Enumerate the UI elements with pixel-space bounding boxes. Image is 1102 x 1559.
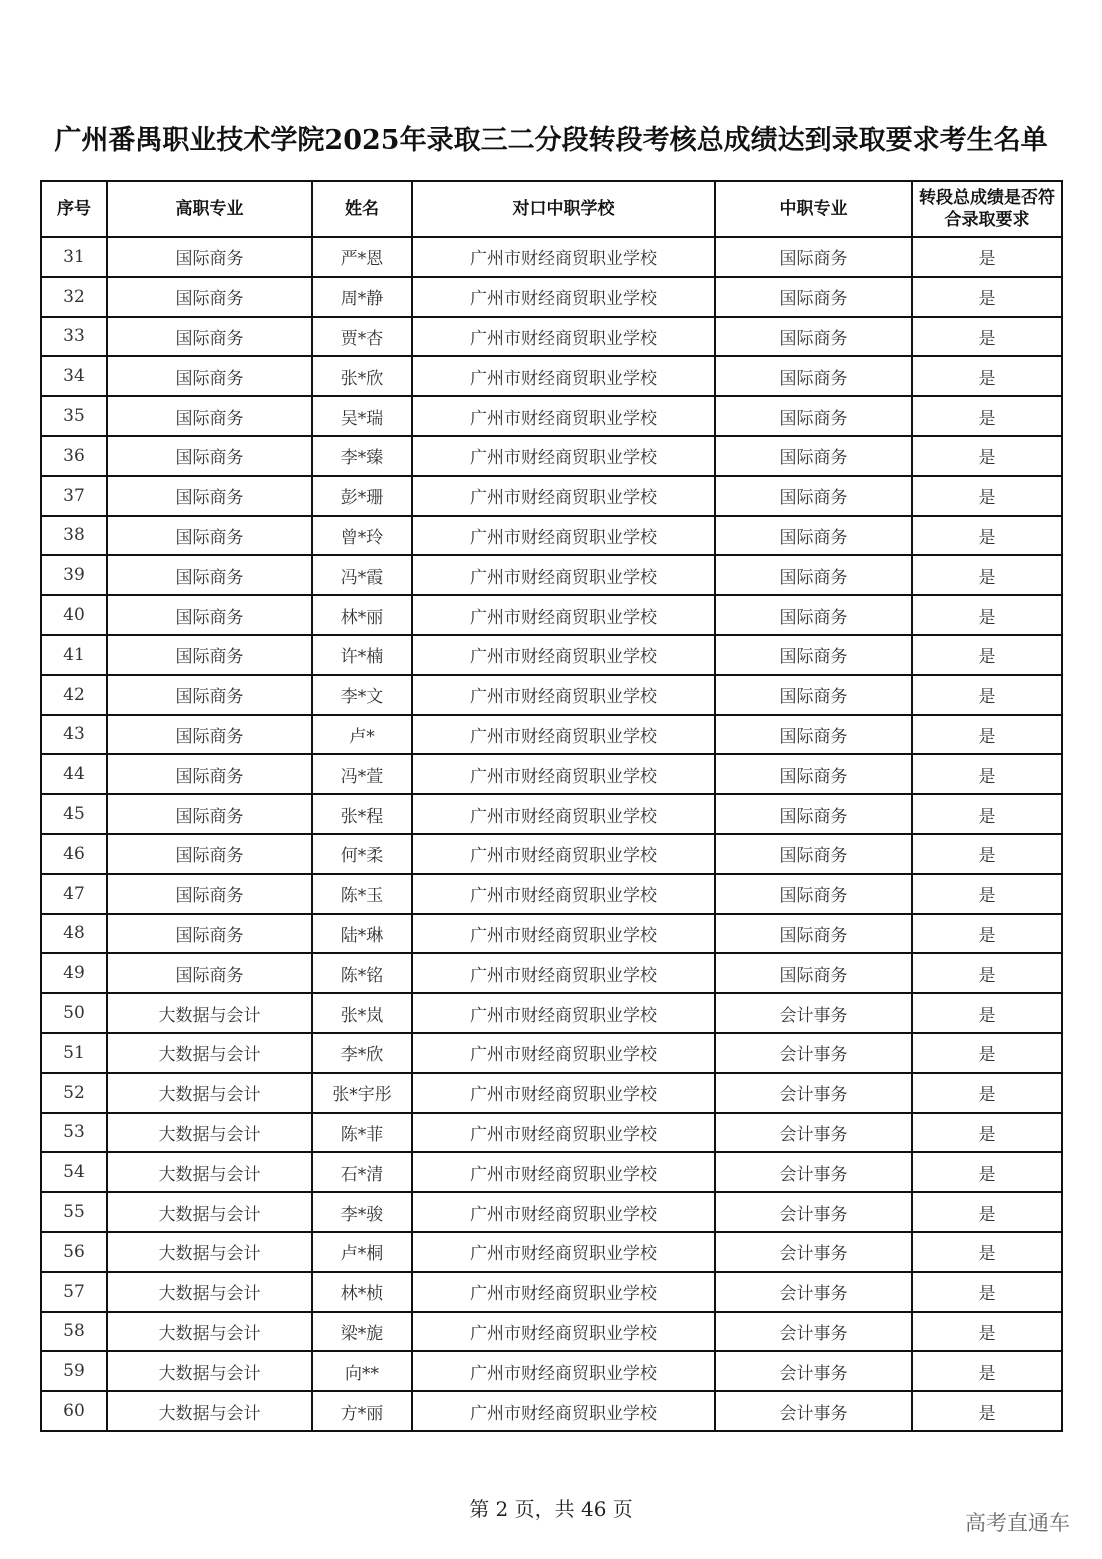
col-name-cell: 张*程 bbox=[312, 794, 412, 834]
col-secondary-school-cell: 广州市财经商贸职业学校 bbox=[412, 794, 715, 834]
col-index-cell: 55 bbox=[41, 1192, 107, 1232]
table-row bbox=[41, 1073, 1062, 1113]
col-index-cell: 51 bbox=[41, 1033, 107, 1073]
col-qualified-cell: 是 bbox=[912, 1073, 1062, 1113]
col-secondary-major-cell: 会计事务 bbox=[715, 1073, 912, 1113]
table-row bbox=[41, 1033, 1062, 1073]
col-qualified-cell: 是 bbox=[912, 1272, 1062, 1312]
col-college-major-cell: 国际商务 bbox=[107, 953, 312, 993]
col-qualified-cell: 是 bbox=[912, 794, 1062, 834]
col-secondary-school-cell: 广州市财经商贸职业学校 bbox=[412, 1192, 715, 1232]
header-col-qualified: 转段总成绩是否符合录取要求 bbox=[912, 181, 1062, 237]
col-secondary-school-cell: 广州市财经商贸职业学校 bbox=[412, 874, 715, 914]
col-name-cell: 卢* bbox=[312, 715, 412, 755]
col-qualified-cell: 是 bbox=[912, 1391, 1062, 1431]
col-college-major-cell: 国际商务 bbox=[107, 396, 312, 436]
col-secondary-school-cell: 广州市财经商贸职业学校 bbox=[412, 317, 715, 357]
col-qualified-cell: 是 bbox=[912, 237, 1062, 277]
col-secondary-major-cell: 会计事务 bbox=[715, 1192, 912, 1232]
col-secondary-major-cell: 国际商务 bbox=[715, 436, 912, 476]
col-qualified-cell: 是 bbox=[912, 595, 1062, 635]
col-qualified-cell: 是 bbox=[912, 914, 1062, 954]
col-college-major-cell: 国际商务 bbox=[107, 635, 312, 675]
col-name-cell: 冯*霞 bbox=[312, 555, 412, 595]
col-name-cell: 张*岚 bbox=[312, 993, 412, 1033]
col-name-cell: 何*柔 bbox=[312, 834, 412, 874]
col-college-major-cell: 大数据与会计 bbox=[107, 1152, 312, 1192]
col-college-major-cell: 大数据与会计 bbox=[107, 1073, 312, 1113]
col-college-major-cell: 国际商务 bbox=[107, 277, 312, 317]
col-qualified-cell: 是 bbox=[912, 1351, 1062, 1391]
table-row bbox=[41, 555, 1062, 595]
col-secondary-school-cell: 广州市财经商贸职业学校 bbox=[412, 635, 715, 675]
col-secondary-major-cell: 会计事务 bbox=[715, 1272, 912, 1312]
col-secondary-major-cell: 国际商务 bbox=[715, 396, 912, 436]
col-qualified-cell: 是 bbox=[912, 277, 1062, 317]
col-name-cell: 方*丽 bbox=[312, 1391, 412, 1431]
col-college-major-cell: 大数据与会计 bbox=[107, 1391, 312, 1431]
col-secondary-major-cell: 国际商务 bbox=[715, 277, 912, 317]
col-secondary-school-cell: 广州市财经商贸职业学校 bbox=[412, 1073, 715, 1113]
col-college-major-cell: 国际商务 bbox=[107, 436, 312, 476]
col-index-cell: 31 bbox=[41, 237, 107, 277]
col-name-cell: 陈*玉 bbox=[312, 874, 412, 914]
col-index-cell: 45 bbox=[41, 794, 107, 834]
col-secondary-major-cell: 会计事务 bbox=[715, 993, 912, 1033]
col-secondary-school-cell: 广州市财经商贸职业学校 bbox=[412, 396, 715, 436]
table-row bbox=[41, 635, 1062, 675]
table-row bbox=[41, 317, 1062, 357]
table-row bbox=[41, 993, 1062, 1033]
table-row bbox=[41, 874, 1062, 914]
col-college-major-cell: 大数据与会计 bbox=[107, 1232, 312, 1272]
table-row bbox=[41, 1232, 1062, 1272]
table-row bbox=[41, 953, 1062, 993]
table-row bbox=[41, 675, 1062, 715]
col-name-cell: 冯*萱 bbox=[312, 754, 412, 794]
col-qualified-cell: 是 bbox=[912, 1113, 1062, 1153]
col-name-cell: 林*桢 bbox=[312, 1272, 412, 1312]
col-secondary-school-cell: 广州市财经商贸职业学校 bbox=[412, 1113, 715, 1153]
header-col-secondary-major: 中职专业 bbox=[715, 181, 912, 237]
col-college-major-cell: 大数据与会计 bbox=[107, 1113, 312, 1153]
col-index-cell: 52 bbox=[41, 1073, 107, 1113]
col-name-cell: 卢*桐 bbox=[312, 1232, 412, 1272]
col-secondary-major-cell: 国际商务 bbox=[715, 874, 912, 914]
table-row bbox=[41, 1113, 1062, 1153]
table-row bbox=[41, 1192, 1062, 1232]
col-secondary-school-cell: 广州市财经商贸职业学校 bbox=[412, 277, 715, 317]
col-index-cell: 35 bbox=[41, 396, 107, 436]
table-row bbox=[41, 237, 1062, 277]
table-row bbox=[41, 914, 1062, 954]
col-secondary-major-cell: 会计事务 bbox=[715, 1232, 912, 1272]
col-index-cell: 56 bbox=[41, 1232, 107, 1272]
col-secondary-school-cell: 广州市财经商贸职业学校 bbox=[412, 1152, 715, 1192]
col-college-major-cell: 大数据与会计 bbox=[107, 1312, 312, 1352]
col-secondary-major-cell: 会计事务 bbox=[715, 1351, 912, 1391]
col-college-major-cell: 国际商务 bbox=[107, 754, 312, 794]
watermark: 高考直通车 bbox=[965, 1511, 1070, 1535]
col-name-cell: 严*恩 bbox=[312, 237, 412, 277]
table-row bbox=[41, 595, 1062, 635]
table-body bbox=[41, 237, 1062, 1431]
col-index-cell: 53 bbox=[41, 1113, 107, 1153]
col-qualified-cell: 是 bbox=[912, 356, 1062, 396]
col-qualified-cell: 是 bbox=[912, 516, 1062, 556]
col-secondary-school-cell: 广州市财经商贸职业学校 bbox=[412, 1232, 715, 1272]
col-college-major-cell: 大数据与会计 bbox=[107, 1033, 312, 1073]
col-secondary-school-cell: 广州市财经商贸职业学校 bbox=[412, 476, 715, 516]
col-index-cell: 40 bbox=[41, 595, 107, 635]
col-secondary-school-cell: 广州市财经商贸职业学校 bbox=[412, 914, 715, 954]
col-index-cell: 54 bbox=[41, 1152, 107, 1192]
col-name-cell: 李*骏 bbox=[312, 1192, 412, 1232]
col-index-cell: 37 bbox=[41, 476, 107, 516]
col-qualified-cell: 是 bbox=[912, 993, 1062, 1033]
col-secondary-major-cell: 会计事务 bbox=[715, 1033, 912, 1073]
col-index-cell: 33 bbox=[41, 317, 107, 357]
col-index-cell: 60 bbox=[41, 1391, 107, 1431]
col-index-cell: 32 bbox=[41, 277, 107, 317]
col-index-cell: 34 bbox=[41, 356, 107, 396]
col-secondary-school-cell: 广州市财经商贸职业学校 bbox=[412, 1391, 715, 1431]
col-secondary-major-cell: 国际商务 bbox=[715, 715, 912, 755]
col-name-cell: 李*臻 bbox=[312, 436, 412, 476]
col-qualified-cell: 是 bbox=[912, 635, 1062, 675]
col-name-cell: 陈*菲 bbox=[312, 1113, 412, 1153]
col-secondary-major-cell: 会计事务 bbox=[715, 1312, 912, 1352]
col-secondary-major-cell: 国际商务 bbox=[715, 317, 912, 357]
col-college-major-cell: 国际商务 bbox=[107, 914, 312, 954]
col-qualified-cell: 是 bbox=[912, 1312, 1062, 1352]
col-secondary-school-cell: 广州市财经商贸职业学校 bbox=[412, 993, 715, 1033]
col-college-major-cell: 国际商务 bbox=[107, 595, 312, 635]
col-name-cell: 李*欣 bbox=[312, 1033, 412, 1073]
col-secondary-major-cell: 国际商务 bbox=[715, 555, 912, 595]
col-qualified-cell: 是 bbox=[912, 436, 1062, 476]
col-qualified-cell: 是 bbox=[912, 715, 1062, 755]
col-qualified-cell: 是 bbox=[912, 953, 1062, 993]
col-secondary-major-cell: 国际商务 bbox=[715, 914, 912, 954]
col-secondary-school-cell: 广州市财经商贸职业学校 bbox=[412, 834, 715, 874]
col-qualified-cell: 是 bbox=[912, 1152, 1062, 1192]
table-row bbox=[41, 356, 1062, 396]
col-secondary-school-cell: 广州市财经商贸职业学校 bbox=[412, 436, 715, 476]
col-college-major-cell: 国际商务 bbox=[107, 516, 312, 556]
col-qualified-cell: 是 bbox=[912, 555, 1062, 595]
col-name-cell: 李*文 bbox=[312, 675, 412, 715]
col-index-cell: 44 bbox=[41, 754, 107, 794]
col-index-cell: 42 bbox=[41, 675, 107, 715]
col-index-cell: 36 bbox=[41, 436, 107, 476]
col-secondary-major-cell: 国际商务 bbox=[715, 834, 912, 874]
col-qualified-cell: 是 bbox=[912, 476, 1062, 516]
col-index-cell: 46 bbox=[41, 834, 107, 874]
col-name-cell: 周*静 bbox=[312, 277, 412, 317]
col-college-major-cell: 国际商务 bbox=[107, 317, 312, 357]
col-name-cell: 吴*瑞 bbox=[312, 396, 412, 436]
col-college-major-cell: 国际商务 bbox=[107, 715, 312, 755]
col-index-cell: 59 bbox=[41, 1351, 107, 1391]
table-row bbox=[41, 1312, 1062, 1352]
col-secondary-school-cell: 广州市财经商贸职业学校 bbox=[412, 675, 715, 715]
col-secondary-school-cell: 广州市财经商贸职业学校 bbox=[412, 356, 715, 396]
col-college-major-cell: 国际商务 bbox=[107, 356, 312, 396]
col-secondary-major-cell: 国际商务 bbox=[715, 754, 912, 794]
col-college-major-cell: 国际商务 bbox=[107, 476, 312, 516]
col-index-cell: 41 bbox=[41, 635, 107, 675]
header-col-college-major: 高职专业 bbox=[107, 181, 312, 237]
col-name-cell: 贾*杏 bbox=[312, 317, 412, 357]
col-secondary-school-cell: 广州市财经商贸职业学校 bbox=[412, 555, 715, 595]
col-name-cell: 彭*珊 bbox=[312, 476, 412, 516]
col-college-major-cell: 国际商务 bbox=[107, 237, 312, 277]
col-secondary-school-cell: 广州市财经商贸职业学校 bbox=[412, 1351, 715, 1391]
col-index-cell: 38 bbox=[41, 516, 107, 556]
col-secondary-major-cell: 国际商务 bbox=[715, 953, 912, 993]
admission-table bbox=[40, 180, 1063, 1432]
table-row bbox=[41, 436, 1062, 476]
col-index-cell: 58 bbox=[41, 1312, 107, 1352]
col-index-cell: 43 bbox=[41, 715, 107, 755]
col-index-cell: 48 bbox=[41, 914, 107, 954]
col-name-cell: 林*丽 bbox=[312, 595, 412, 635]
col-college-major-cell: 国际商务 bbox=[107, 874, 312, 914]
col-index-cell: 57 bbox=[41, 1272, 107, 1312]
col-qualified-cell: 是 bbox=[912, 754, 1062, 794]
table-row bbox=[41, 794, 1062, 834]
col-secondary-major-cell: 国际商务 bbox=[715, 595, 912, 635]
col-name-cell: 曾*玲 bbox=[312, 516, 412, 556]
table-row bbox=[41, 476, 1062, 516]
col-secondary-school-cell: 广州市财经商贸职业学校 bbox=[412, 715, 715, 755]
col-qualified-cell: 是 bbox=[912, 834, 1062, 874]
table-row bbox=[41, 1351, 1062, 1391]
table-row bbox=[41, 834, 1062, 874]
col-name-cell: 陆*琳 bbox=[312, 914, 412, 954]
col-name-cell: 张*宇彤 bbox=[312, 1073, 412, 1113]
document-title: 广州番禺职业技术学院2025年录取三二分段转段考核总成绩达到录取要求考生名单 bbox=[54, 125, 1048, 156]
col-name-cell: 张*欣 bbox=[312, 356, 412, 396]
col-index-cell: 49 bbox=[41, 953, 107, 993]
col-secondary-major-cell: 国际商务 bbox=[715, 675, 912, 715]
table-row bbox=[41, 516, 1062, 556]
header-col-secondary-school: 对口中职学校 bbox=[412, 181, 715, 237]
col-college-major-cell: 国际商务 bbox=[107, 794, 312, 834]
col-secondary-school-cell: 广州市财经商贸职业学校 bbox=[412, 953, 715, 993]
col-college-major-cell: 大数据与会计 bbox=[107, 993, 312, 1033]
col-qualified-cell: 是 bbox=[912, 1232, 1062, 1272]
col-college-major-cell: 大数据与会计 bbox=[107, 1192, 312, 1232]
table-header-row bbox=[41, 181, 1062, 237]
col-index-cell: 47 bbox=[41, 874, 107, 914]
table-row bbox=[41, 1152, 1062, 1192]
col-college-major-cell: 大数据与会计 bbox=[107, 1272, 312, 1312]
col-name-cell: 向** bbox=[312, 1351, 412, 1391]
col-secondary-school-cell: 广州市财经商贸职业学校 bbox=[412, 1033, 715, 1073]
col-name-cell: 许*楠 bbox=[312, 635, 412, 675]
col-qualified-cell: 是 bbox=[912, 1192, 1062, 1232]
col-college-major-cell: 国际商务 bbox=[107, 555, 312, 595]
col-name-cell: 陈*铭 bbox=[312, 953, 412, 993]
col-secondary-major-cell: 国际商务 bbox=[715, 476, 912, 516]
col-index-cell: 39 bbox=[41, 555, 107, 595]
table-row bbox=[41, 1272, 1062, 1312]
header-col-name: 姓名 bbox=[312, 181, 412, 237]
page-number: 第 2 页，共 46 页 bbox=[469, 1497, 633, 1521]
col-secondary-major-cell: 国际商务 bbox=[715, 516, 912, 556]
col-secondary-major-cell: 会计事务 bbox=[715, 1391, 912, 1431]
col-index-cell: 50 bbox=[41, 993, 107, 1033]
col-name-cell: 石*清 bbox=[312, 1152, 412, 1192]
col-college-major-cell: 大数据与会计 bbox=[107, 1351, 312, 1391]
col-secondary-school-cell: 广州市财经商贸职业学校 bbox=[412, 595, 715, 635]
col-secondary-major-cell: 国际商务 bbox=[715, 356, 912, 396]
col-college-major-cell: 国际商务 bbox=[107, 834, 312, 874]
col-secondary-major-cell: 国际商务 bbox=[715, 237, 912, 277]
col-secondary-school-cell: 广州市财经商贸职业学校 bbox=[412, 1312, 715, 1352]
col-secondary-major-cell: 国际商务 bbox=[715, 794, 912, 834]
col-secondary-major-cell: 会计事务 bbox=[715, 1152, 912, 1192]
table-row bbox=[41, 396, 1062, 436]
col-qualified-cell: 是 bbox=[912, 874, 1062, 914]
col-secondary-school-cell: 广州市财经商贸职业学校 bbox=[412, 1272, 715, 1312]
col-name-cell: 梁*旎 bbox=[312, 1312, 412, 1352]
header-col-index: 序号 bbox=[41, 181, 107, 237]
col-qualified-cell: 是 bbox=[912, 317, 1062, 357]
col-secondary-school-cell: 广州市财经商贸职业学校 bbox=[412, 237, 715, 277]
col-qualified-cell: 是 bbox=[912, 675, 1062, 715]
col-secondary-school-cell: 广州市财经商贸职业学校 bbox=[412, 754, 715, 794]
col-college-major-cell: 国际商务 bbox=[107, 675, 312, 715]
table-row bbox=[41, 277, 1062, 317]
col-qualified-cell: 是 bbox=[912, 396, 1062, 436]
table-row bbox=[41, 754, 1062, 794]
col-secondary-school-cell: 广州市财经商贸职业学校 bbox=[412, 516, 715, 556]
table-row bbox=[41, 715, 1062, 755]
col-secondary-major-cell: 会计事务 bbox=[715, 1113, 912, 1153]
col-secondary-major-cell: 国际商务 bbox=[715, 635, 912, 675]
col-qualified-cell: 是 bbox=[912, 1033, 1062, 1073]
table-row bbox=[41, 1391, 1062, 1431]
